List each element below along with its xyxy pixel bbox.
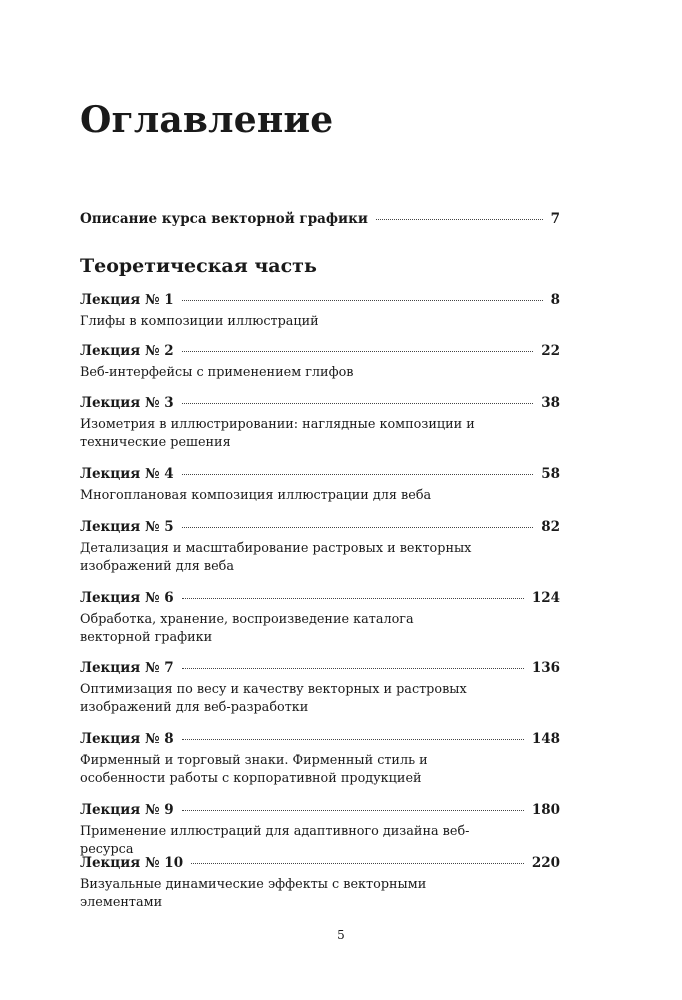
lecture-description: Веб-интерфейсы с применением глифов [80,365,354,380]
toc-entry-course-description[interactable] [80,210,560,228]
dot-leader [191,863,524,864]
lecture-page: 58 [541,466,560,482]
lecture-page: 8 [550,292,560,308]
lecture-page: 148 [531,731,560,747]
lecture-page: 220 [531,855,560,871]
lecture-page: 38 [541,395,560,411]
lecture-page: 124 [531,590,560,606]
lecture-label: Лекция № 5 [80,519,174,535]
lecture-label: Лекция № 1 [80,292,174,308]
lecture-description: Глифы в композиции иллюстраций [80,314,319,329]
toc-entry-label: Описание курса векторной графики [80,211,368,227]
lecture-description: Фирменный и торговый знаки. Фирменный стиль и особенности работы с корпоративной продукцией [80,753,428,786]
lecture-description: Визуальные динамические эффекты с векторными элементами [80,877,427,910]
lecture-page: 82 [541,519,560,535]
toc-entry-lecture-6[interactable] [80,589,560,659]
section-heading: Теоретическая часть [80,255,317,277]
dot-leader [182,668,524,669]
toc-entry-lecture-10[interactable] [80,854,560,910]
lecture-label: Лекция № 3 [80,395,174,411]
toc-entry-page: 7 [550,211,560,227]
lecture-label: Лекция № 7 [80,660,174,676]
dot-leader [182,474,534,475]
page-number: 5 [337,928,345,942]
dot-leader [182,300,543,301]
toc-entry-lecture-1[interactable] [80,291,560,342]
dot-leader [182,403,534,404]
dot-leader [182,351,534,352]
toc-entry-lecture-2[interactable] [80,342,560,394]
toc-entry-lecture-3[interactable] [80,394,560,465]
lecture-label: Лекция № 6 [80,590,174,606]
lecture-page: 22 [541,343,560,359]
lecture-list [80,291,560,910]
lecture-label: Лекция № 2 [80,343,174,359]
dot-leader [182,810,524,811]
lecture-page: 180 [531,802,560,818]
dot-leader [182,527,534,528]
toc-entry-lecture-4[interactable] [80,465,560,518]
lecture-description: Изометрия в иллюстрировании: наглядные композиции и технические решения [80,417,475,450]
toc-entry-lecture-5[interactable] [80,518,560,589]
lecture-description: Детализация и масштабирование растровых и векторных изображений для веба [80,541,472,574]
toc-entry-lecture-9[interactable] [80,801,560,857]
lecture-page: 136 [531,660,560,676]
dot-leader [182,739,524,740]
lecture-label: Лекция № 8 [80,731,174,747]
lecture-description: Оптимизация по весу и качеству векторных и растровых изображений для веб-разработки [80,682,467,715]
lecture-description: Многоплановая композиция иллюстрации для веба [80,488,432,503]
page-title: Оглавление [80,99,334,141]
toc-entry-lecture-7[interactable] [80,659,560,730]
lecture-description: Применение иллюстраций для адаптивного дизайна веб-ресурса [80,824,470,857]
dot-leader [376,219,543,220]
lecture-description: Обработка, хранение, воспроизведение каталога векторной графики [80,612,414,645]
dot-leader [182,598,524,599]
lecture-label: Лекция № 4 [80,466,174,482]
lecture-label: Лекция № 10 [80,855,184,871]
lecture-label: Лекция № 9 [80,802,174,818]
toc-entry-lecture-8[interactable] [80,730,560,801]
